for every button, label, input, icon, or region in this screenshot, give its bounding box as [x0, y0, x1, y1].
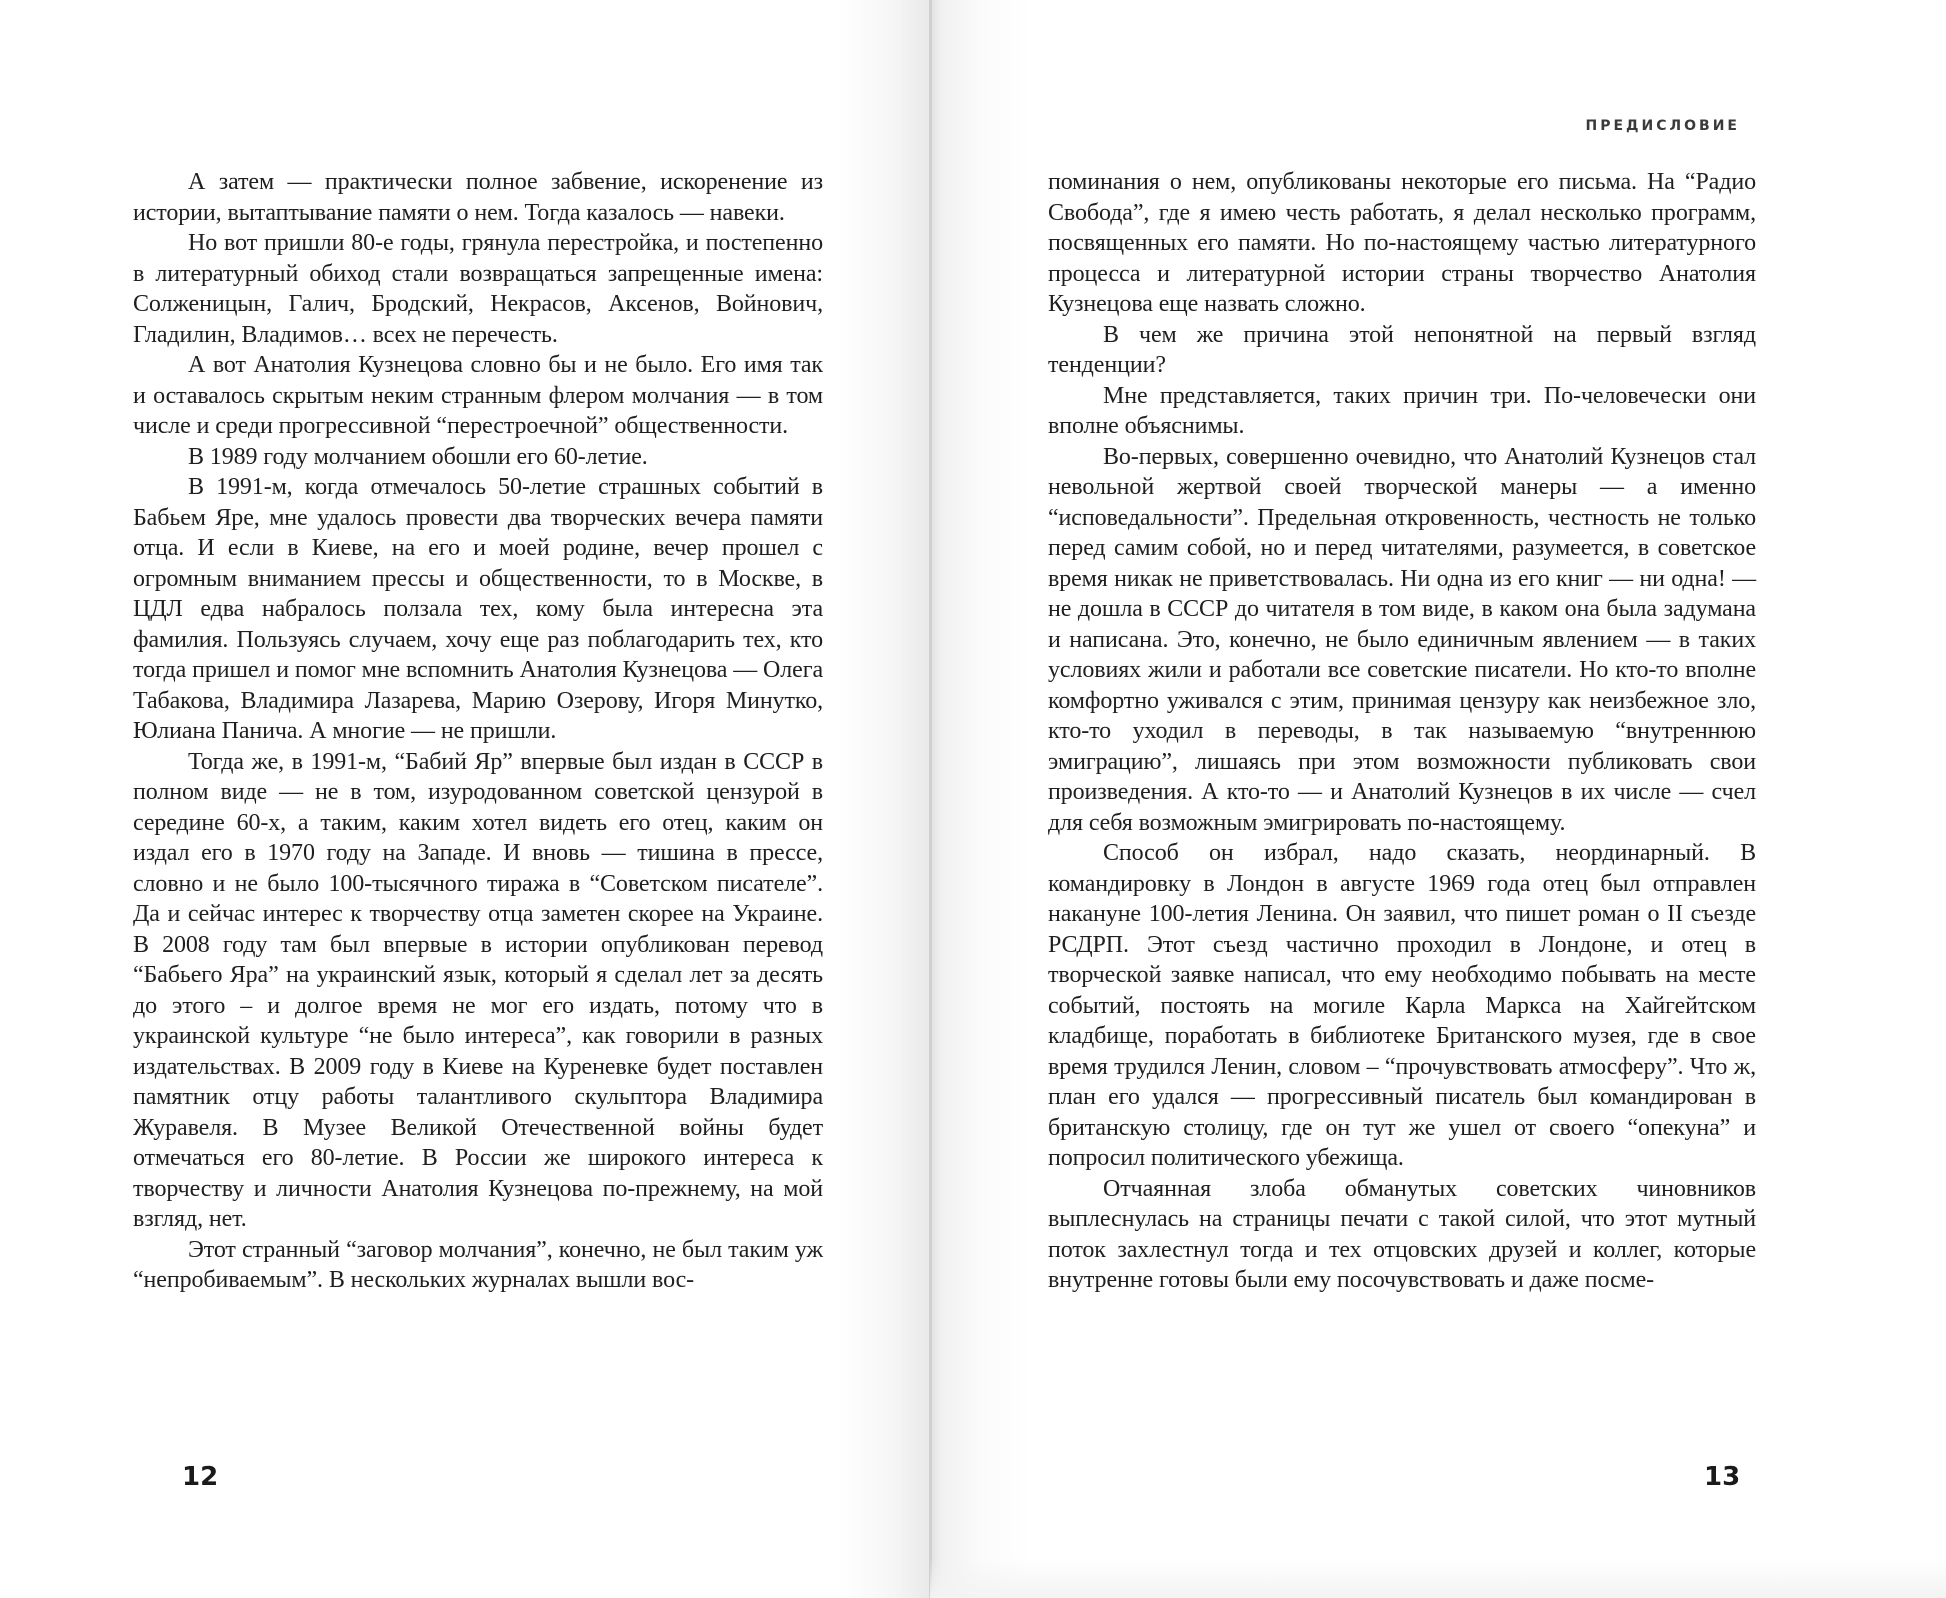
right-page-body — [1048, 167, 1756, 1296]
running-head: ПРЕДИСЛОВИЕ — [1585, 118, 1740, 134]
paragraph: Но вот пришли 80-е годы, грянула перестройка, и постепенно в литературный обиход стали возвращаться запрещенные имена: Солженицын, Галич, Бродский, Некрасов, Аксенов, Войнович, Гладилин, Владимов… всех не перечесть. — [133, 230, 823, 348]
paragraph: А затем — практически полное забвение, искоренение из истории, вытаптывание памяти о нем. Тогда казалось — навеки. — [133, 169, 823, 226]
page-number: 13 — [1704, 1462, 1741, 1492]
paragraph-continued: поминания о нем, опубликованы некоторые его письма. На “Радио Свобода”, где я имею честь работать, я делал несколько программ, посвященных его памяти. Но по-настоящему частью литературного процесса и литературной истории страны творчество Анатолия Кузнецова еще назвать сложно. — [1048, 169, 1756, 317]
paragraph: Тогда же, в 1991-м, “Бабий Яр” впервые был издан в СССР в полном виде — не в том, изуродованном советской цензурой в середине 60-х, а таким, каким хотел видеть его отец, каким он издал его в 1970 году на Западе. И вновь — тишина в прессе, словно и не было 100-тысячного тиража в “Советском писателе”. Да и сейчас интерес к творчеству отца заметен скорее на Украине. В 2008 году там был впервые в истории опубликован перевод “Бабьего Яра” на украинский язык, который я сделал лет за десять до этого – и долгое время не мог его издать, потому что в украинской культуре “не было интереса”, как говорили в разных издательствах. В 2009 году в Киеве на Куреневке будет поставлен памятник отцу работы талантливого скульптора Владимира Журавеля. В Музее Великой Отечественной войны будет отмечаться его 80-летие. В России же широкого интереса к творчеству и личности Анатолия Кузнецова по-прежнему, на мой взгляд, нет. — [133, 748, 823, 1232]
left-page — [0, 0, 930, 1598]
paragraph: Отчаянная злоба обманутых советских чиновников выплеснулась на страницы печати с такой силой, что этот мутный поток захлестнул тогда и тех отцовских друзей и коллег, которые внутренне готовы были ему посочувствовать и даже посме- — [1048, 1175, 1756, 1293]
paragraph: Способ он избрал, надо сказать, неординарный. В командировку в Лондон в августе 1969 года отец был отправлен накануне 100-летия Ленина. Он заявил, что пишет роман о II съезде РСДРП. Этот съезд частично проходил в Лондоне, и отец в творческой заявке написал, что ему необходимо побывать на месте событий, постоять на могиле Карла Маркса на Хайгейтском кладбище, поработать в библиотеке Британского музея, где в свое время трудился Ленин, словом – “прочувствовать атмосферу”. Что ж, план его удался — прогрессивный писатель был командирован в британскую столицу, где он тут же ушел от своего “опекуна” и попросил политического убежища. — [1048, 840, 1756, 1171]
book-gutter — [929, 0, 932, 1598]
left-page-body — [133, 167, 823, 1296]
paragraph: В 1991-м, когда отмечалось 50-летие страшных событий в Бабьем Яре, мне удалось провести два творческих вечера памяти отца. И если в Киеве, на его и моей родине, вечер прошел с огромным вниманием прессы и общественности, то в Москве, в ЦДЛ едва набралось ползала тех, кому была интересна эта фамилия. Пользуясь случаем, хочу еще раз поблагодарить тех, кто тогда пришел и помог мне вспомнить Анатолия Кузнецова — Олега Табакова, Владимира Лазарева, Марию Озерову, Игоря Минутко, Юлиана Панича. А многие — не пришли. — [133, 474, 823, 744]
paragraph: А вот Анатолия Кузнецова словно бы и не было. Его имя так и оставалось скрытым неким странным флером молчания — в том числе и среди прогрессивной “перестроечной” общественности. — [133, 352, 823, 439]
paragraph: В 1989 году молчанием обошли его 60-летие. — [188, 443, 648, 470]
page-number: 12 — [182, 1462, 219, 1492]
paragraph: Во-первых, совершенно очевидно, что Анатолий Кузнецов стал невольной жертвой своей творческой манеры — а именно “исповедальности”. Предельная откровенность, честность не только перед самим собой, но и перед читателями, разумеется, в советское время никак не приветствовалась. Ни одна из его книг — ни одна! — не дошла в СССР до читателя в том виде, в каком она была задумана и написана. Это, конечно, не было единичным явлением — в таких условиях жили и работали все советские писатели. Но кто-то вполне комфортно уживался с этим, принимая цензуру как неизбежное зло, кто-то уходил в переводы, в так называемую “внутреннюю эмиграцию”, лишаясь при этом возможности публиковать свои произведения. А кто-то — и Анатолий Кузнецов в их числе — счел для себя возможным эмигрировать по-настоящему. — [1048, 443, 1756, 836]
page-bottom-shadow — [930, 1558, 1946, 1598]
paragraph: Мне представляется, таких причин три. По-человечески они вполне объяснимы. — [1048, 382, 1756, 439]
paragraph: В чем же причина этой непонятной на первый взгляд тенденции? — [1048, 321, 1756, 378]
paragraph: Этот странный “заговор молчания”, конечно, не был таким уж “непробиваемым”. В нескольких журналах вышли вос- — [133, 1236, 823, 1293]
right-page — [930, 0, 1946, 1598]
